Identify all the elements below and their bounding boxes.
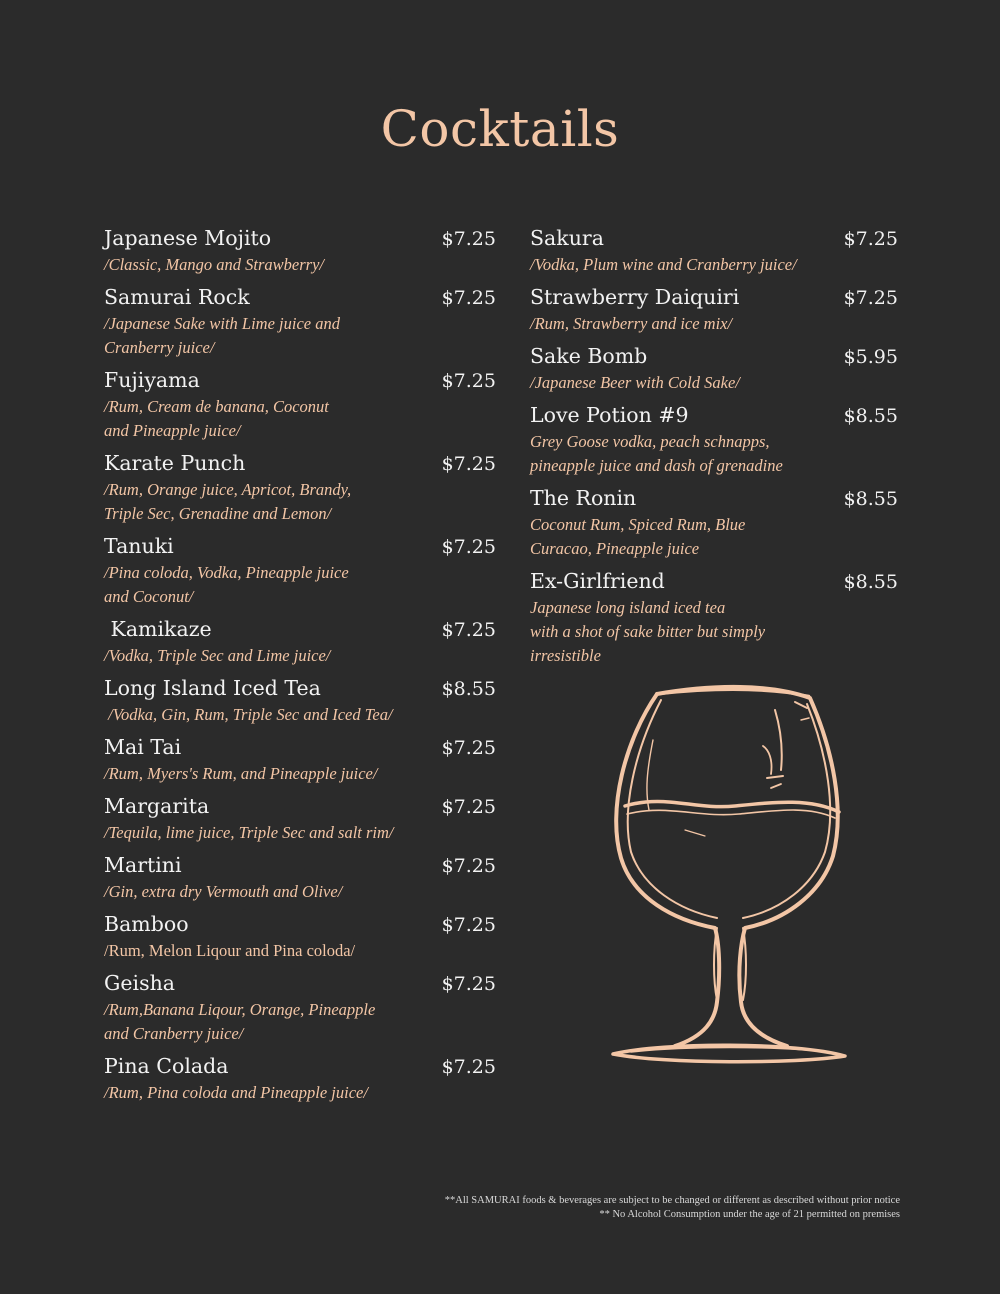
- menu-item-price: $7.25: [441, 1056, 496, 1078]
- menu-item: [530, 342, 898, 395]
- menu-item-price: $7.25: [441, 914, 496, 936]
- menu-item: [530, 484, 898, 561]
- menu-item-price: $7.25: [843, 228, 898, 250]
- menu-item-description: /Rum,Banana Liqour, Orange, Pineapple and Cranberry juice/: [104, 1000, 376, 1043]
- menu-item-description: /Japanese Sake with Lime juice and Cranberry juice/: [104, 314, 340, 357]
- menu-item-description: /Pina coloda, Vodka, Pineapple juice and Coconut/: [104, 563, 349, 606]
- menu-item-name: Geisha: [104, 971, 176, 995]
- menu-item-name: Love Potion #9: [530, 403, 689, 427]
- menu-item: [530, 224, 898, 277]
- menu-item: [530, 567, 898, 668]
- menu-item-price: $7.25: [441, 737, 496, 759]
- menu-item: [104, 224, 496, 277]
- menu-item-description: /Vodka, Plum wine and Cranberry juice/: [530, 255, 797, 274]
- menu-item-description: /Classic, Mango and Strawberry/: [104, 255, 325, 274]
- menu-item-description: /Gin, extra dry Vermouth and Olive/: [104, 882, 343, 901]
- menu-item-name: Kamikaze: [104, 617, 212, 641]
- menu-item-price: $7.25: [441, 287, 496, 309]
- menu-item-price: $7.25: [441, 619, 496, 641]
- menu-item-name: Japanese Mojito: [104, 226, 272, 250]
- menu-item-description: Coconut Rum, Spiced Rum, Blue Curacao, Pineapple juice: [530, 515, 746, 558]
- menu-item-name: Margarita: [104, 794, 210, 818]
- page-title: Cocktails: [380, 100, 620, 158]
- menu-item-description: /Rum, Strawberry and ice mix/: [530, 314, 733, 333]
- menu-item-name: Tanuki: [104, 534, 174, 558]
- menu-item-name: Long Island Iced Tea: [104, 676, 321, 700]
- menu-item: [530, 401, 898, 478]
- menu-item-price: $8.55: [843, 571, 898, 593]
- menu-item-description: Grey Goose vodka, peach schnapps, pineapple juice and dash of grenadine: [530, 432, 783, 475]
- menu-item-name: Martini: [104, 853, 182, 877]
- menu-item: [104, 851, 496, 904]
- menu-item: [104, 532, 496, 609]
- menu-item-price: $7.25: [843, 287, 898, 309]
- menu-item-price: $8.55: [843, 405, 898, 427]
- menu-item: [104, 615, 496, 668]
- menu-item: [104, 674, 496, 727]
- menu-item: [530, 283, 898, 336]
- menu-item: [104, 1052, 496, 1105]
- menu-item: [104, 366, 496, 443]
- menu-item-description: /Rum, Myers's Rum, and Pineapple juice/: [104, 764, 378, 783]
- menu-item-description: /Japanese Beer with Cold Sake/: [530, 373, 740, 392]
- menu-item: [104, 910, 496, 963]
- menu-item-name: Karate Punch: [104, 451, 246, 475]
- menu-item-name: The Ronin: [530, 486, 637, 510]
- menu-item: [104, 283, 496, 360]
- menu-item-price: $7.25: [441, 973, 496, 995]
- menu-item-name: Ex-Girlfriend: [530, 569, 665, 593]
- menu-item-description: /Rum, Cream de banana, Coconut and Pineapple juice/: [104, 397, 329, 440]
- menu-item-price: $7.25: [441, 536, 496, 558]
- menu-item-name: Mai Tai: [104, 735, 182, 759]
- footer-notice: [445, 1194, 900, 1222]
- menu-item-description: /Vodka, Gin, Rum, Triple Sec and Iced Tea/: [104, 705, 393, 724]
- menu-item-price: $8.55: [441, 678, 496, 700]
- menu-item-price: $8.55: [843, 488, 898, 510]
- menu-item-price: $7.25: [441, 370, 496, 392]
- menu-item-name: Pina Colada: [104, 1054, 229, 1078]
- menu-column-right: [530, 224, 898, 674]
- menu-item-description: /Tequila, lime juice, Triple Sec and salt rim/: [104, 823, 394, 842]
- menu-item-description: Japanese long island iced tea with a shot of sake bitter but simply irresistible: [530, 598, 766, 665]
- menu-item-description: /Rum, Pina coloda and Pineapple juice/: [104, 1083, 368, 1102]
- menu-item-price: $5.95: [843, 346, 898, 368]
- menu-item-name: Sake Bomb: [530, 344, 648, 368]
- wine-glass-icon: [595, 680, 860, 1075]
- menu-item-price: $7.25: [441, 453, 496, 475]
- menu-item-name: Sakura: [530, 226, 604, 250]
- footer-line: ** No Alcohol Consumption under the age of 21 permitted on premises: [599, 1209, 900, 1220]
- menu-item-description: /Rum, Orange juice, Apricot, Brandy, Triple Sec, Grenadine and Lemon/: [104, 480, 352, 523]
- menu-item-name: Samurai Rock: [104, 285, 250, 309]
- menu-item-price: $7.25: [441, 228, 496, 250]
- menu-item: [104, 792, 496, 845]
- menu-item-price: $7.25: [441, 855, 496, 877]
- menu-column-left: [104, 224, 496, 1111]
- menu-item: [104, 969, 496, 1046]
- menu-item-name: Strawberry Daiquiri: [530, 285, 740, 309]
- footer-line: **All SAMURAI foods & beverages are subject to be changed or different as described without prior notice: [444, 1195, 900, 1206]
- menu-item: [104, 733, 496, 786]
- menu-item-name: Fujiyama: [104, 368, 200, 392]
- menu-item-name: Bamboo: [104, 912, 189, 936]
- menu-item-description: /Rum, Melon Liqour and Pina coloda/: [104, 941, 356, 960]
- menu-item: [104, 449, 496, 526]
- menu-item-description: /Vodka, Triple Sec and Lime juice/: [104, 646, 331, 665]
- menu-item-price: $7.25: [441, 796, 496, 818]
